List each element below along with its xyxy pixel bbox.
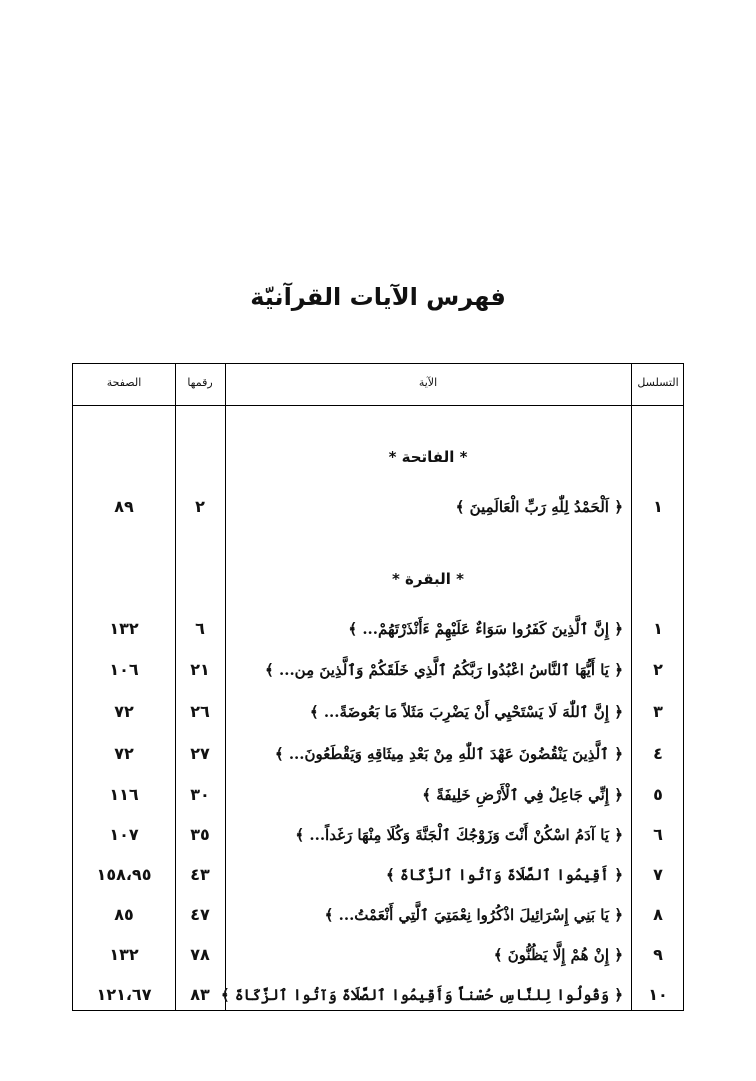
page-title: فهرس الآيات القرآنيّة bbox=[250, 283, 506, 311]
row-aya-number: ٧٨ bbox=[190, 945, 210, 964]
surah-heading: * البقرة * bbox=[391, 570, 464, 588]
row-aya-number: ٢١ bbox=[190, 660, 210, 679]
row-serial: ٦ bbox=[653, 825, 663, 844]
row-aya-number: ٦ bbox=[195, 619, 205, 638]
header-aya: الآية bbox=[418, 376, 438, 389]
row-aya: ﴿ اَلْحَمْدُ لِلّٰهِ رَبِّ الْعَالَمِينَ ﴾ bbox=[455, 498, 623, 516]
row-page: ٨٥ bbox=[114, 905, 134, 924]
row-aya: ﴿ ٱلَّذِينَ يَنْقُضُونَ عَهْدَ ٱللّٰهِ مِنْ بَعْدِ مِيثَاقِهِ وَيَقْطَعُونَ... ﴾ bbox=[274, 745, 623, 763]
row-aya-number: ٢٧ bbox=[190, 744, 210, 763]
row-serial: ١ bbox=[653, 619, 663, 638]
row-aya-number: ٣٥ bbox=[190, 825, 210, 844]
row-page: ٨٩ bbox=[114, 497, 134, 516]
row-serial: ٢ bbox=[653, 660, 663, 679]
surah-heading: * الفاتحة * bbox=[388, 448, 468, 466]
header-divider bbox=[73, 405, 683, 406]
row-aya: ﴿ وَقُولُوا لِلنَّاسِ حُسْناً وَأَقِيمُوا ٱلصَّلَاةَ وَآتُوا ٱلزَّكَاةَ ﴾ bbox=[220, 986, 623, 1004]
header-page: الصفحة bbox=[106, 376, 142, 389]
row-aya: ﴿ أَقِيمُوا ٱلصَّلَاةَ وَآتُوا ٱلزَّكَاةَ ﴾ bbox=[385, 866, 623, 884]
row-page: ١٠٦ bbox=[109, 660, 139, 679]
row-serial: ٤ bbox=[653, 744, 663, 763]
row-page: ١٥٨،٩٥ bbox=[96, 865, 152, 884]
row-aya-number: ٤٧ bbox=[190, 905, 210, 924]
row-aya-number: ٢٦ bbox=[190, 702, 210, 721]
row-serial: ١٠ bbox=[648, 985, 668, 1004]
index-table bbox=[72, 363, 684, 1011]
row-serial: ٩ bbox=[653, 945, 663, 964]
row-serial: ٧ bbox=[653, 865, 663, 884]
row-aya: ﴿ إِنْ هُمْ إِلَّا يَظُنُّونَ ﴾ bbox=[493, 946, 623, 964]
row-serial: ٣ bbox=[653, 702, 663, 721]
row-page: ٧٢ bbox=[114, 744, 134, 763]
row-aya: ﴿ إِنَّ ٱللّٰهَ لَا يَسْتَحْيِي أَنْ يَضْرِبَ مَثَلاً مَا بَعُوضَةً... ﴾ bbox=[309, 703, 623, 721]
row-aya: ﴿ إِنَّ ٱلَّذِينَ كَفَرُوا سَوَاءٌ عَلَيْهِمْ ءَأَنْذَرْتَهُمْ... ﴾ bbox=[348, 620, 623, 638]
row-aya-number: ٨٣ bbox=[190, 985, 210, 1004]
row-aya: ﴿ يَا بَنِي إِسْرَائِيلَ اذْكُرُوا نِعْمَتِيَ ٱلَّتِي أَنْعَمْتُ... ﴾ bbox=[324, 906, 623, 924]
row-page: ١٣٢ bbox=[109, 619, 139, 638]
row-serial: ٥ bbox=[653, 785, 663, 804]
row-aya-number: ٤٣ bbox=[190, 865, 210, 884]
row-page: ١٠٧ bbox=[109, 825, 139, 844]
row-aya: ﴿ يَا آدَمُ اسْكُنْ أَنْتَ وَزَوْجُكَ ٱلْجَنَّةَ وَكُلَا مِنْهَا رَغَداً... ﴾ bbox=[295, 826, 623, 844]
row-page: ١٣٢ bbox=[109, 945, 139, 964]
row-page: ٧٢ bbox=[114, 702, 134, 721]
row-serial: ١ bbox=[653, 497, 663, 516]
row-page: ١٢١،٦٧ bbox=[96, 985, 152, 1004]
header-aya-number: رقمها bbox=[187, 376, 213, 389]
row-aya: ﴿ يَا أَيُّهَا ٱلنَّاسُ اعْبُدُوا رَبَّكُمُ ٱلَّذِي خَلَقَكُمْ وَٱلَّذِينَ مِن... ﴾ bbox=[264, 661, 623, 679]
row-aya: ﴿ إِنِّي جَاعِلٌ فِي ٱلْأَرْضِ خَلِيفَةً ﴾ bbox=[422, 786, 623, 804]
row-serial: ٨ bbox=[653, 905, 663, 924]
header-serial: التسلسل bbox=[637, 376, 679, 389]
row-aya-number: ٢ bbox=[195, 497, 205, 516]
row-page: ١١٦ bbox=[109, 785, 139, 804]
row-aya-number: ٣٠ bbox=[190, 785, 210, 804]
